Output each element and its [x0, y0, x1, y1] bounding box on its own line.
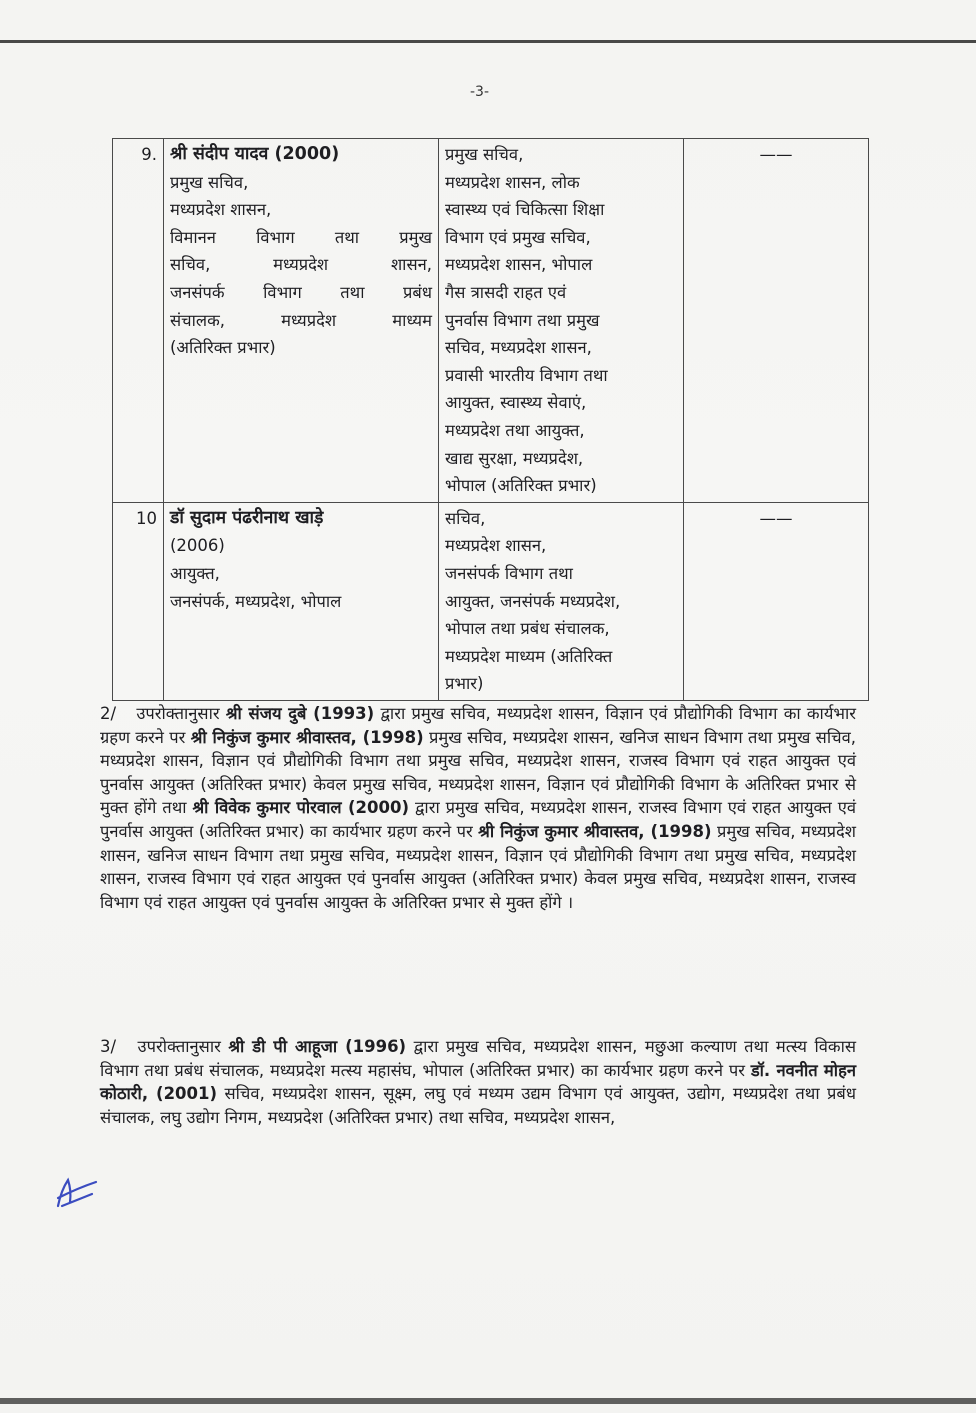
paragraph-text: उपरोक्तानुसार: [136, 704, 220, 723]
paragraph-text: द्वारा प्रमुख सचिव, मध्यप्रदेश शासन, मछुआ कल्याण तथा मत्स्य विकास विभाग तथा प्रबंध संचालक, मध्यप्रदेश मत्स्य महासंघ, भोपाल (अतिरिक्त प्रभार) का कार्यभार ग्रहण करने पर: [100, 1037, 856, 1080]
current-posting-line: प्रमुख सचिव,: [170, 172, 249, 192]
new-posting-line: मध्यप्रदेश तथा आयुक्त,: [445, 420, 585, 440]
paragraph-text: उपरोक्तानुसार: [137, 1037, 221, 1056]
table-row: [113, 502, 869, 700]
current-posting-line: जनसंपर्क, मध्यप्रदेश, भोपाल: [170, 591, 342, 611]
new-posting-line: गैस त्रासदी राहत एवं: [445, 282, 567, 302]
table-row: [113, 139, 869, 503]
new-posting-line: स्वास्थ्य एवं चिकित्सा शिक्षा: [445, 200, 605, 220]
current-posting-cell: [164, 502, 439, 700]
officer-name: श्री निकुंज कुमार श्रीवास्तव, (1998): [190, 727, 424, 747]
paragraph-3: [100, 1035, 856, 1129]
current-posting-line: आयुक्त,: [170, 563, 220, 583]
new-posting-line: सचिव, मध्यप्रदेश शासन,: [445, 338, 592, 358]
remark-cell: ——: [684, 502, 869, 700]
new-posting-line: पुनर्वास विभाग तथा प्रमुख: [445, 310, 600, 330]
new-posting-line: जनसंपर्क विभाग तथा: [445, 563, 573, 583]
current-posting-line: (अतिरिक्त प्रभार): [170, 338, 276, 358]
remark-cell: ——: [684, 139, 869, 503]
new-posting-line: भोपाल (अतिरिक्त प्रभार): [445, 476, 597, 496]
new-posting-line: प्रभार): [445, 674, 484, 694]
officer-batch-year: (2006): [170, 536, 225, 556]
new-posting-cell: [439, 139, 684, 503]
new-posting-line: आयुक्त, जनसंपर्क मध्यप्रदेश,: [445, 591, 621, 611]
new-posting-line: विभाग एवं प्रमुख सचिव,: [445, 227, 591, 247]
officer-posting-table: [112, 138, 869, 701]
new-posting-line: प्रमुख सचिव,: [445, 145, 524, 164]
officer-name: श्री निकुंज कुमार श्रीवास्तव, (1998): [478, 821, 712, 841]
serial-number: 10: [113, 502, 164, 700]
officer-name: श्री संदीप यादव (2000): [170, 144, 340, 164]
current-posting-line: मध्यप्रदेश शासन,: [170, 200, 272, 220]
paragraph-text: द्वारा प्रमुख सचिव, मध्यप्रदेश शासन, राजस्व विभाग एवं राहत आयुक्त एवं पुनर्वास आयुक्त (अतिरिक्त प्रभार) का कार्यभार ग्रहण करने पर: [100, 798, 857, 841]
paragraph-number: 2/: [100, 704, 117, 723]
current-posting-line: सचिव, मध्यप्रदेश शासन,: [170, 255, 432, 275]
officer-name: श्री डी पी आहूजा (1996): [228, 1037, 407, 1056]
current-posting-cell: [164, 139, 439, 503]
officer-name: श्री संजय दुबे (1993): [225, 704, 375, 723]
officer-name: श्री विवेक कुमार पोरवाल (2000): [192, 798, 409, 818]
paragraph-number: 3/: [100, 1037, 117, 1056]
handwritten-initials: [52, 1172, 100, 1212]
paragraph-text: द्वारा प्रमुख सचिव, मध्यप्रदेश शासन, विज्ञान एवं प्रौद्योगिकी विभाग का कार्यभार ग्रहण करने पर: [100, 704, 857, 747]
officer-name: डॉ सुदाम पंढरीनाथ खाड़े: [170, 507, 324, 528]
current-posting-line: विमानन विभाग तथा प्रमुख: [170, 227, 432, 247]
new-posting-line: मध्यप्रदेश शासन,: [445, 536, 547, 556]
officer-name: डॉ. नवनीत मोहन कोठारी, (2001): [100, 1060, 856, 1104]
bottom-edge-rule: [0, 1398, 976, 1404]
current-posting-line: जनसंपर्क विभाग तथा प्रबंध: [170, 282, 432, 302]
new-posting-line: आयुक्त, स्वास्थ्य सेवाएं,: [445, 393, 587, 413]
new-posting-line: खाद्य सुरक्षा, मध्यप्रदेश,: [445, 448, 584, 468]
current-posting-line: संचालक, मध्यप्रदेश माध्यम: [170, 310, 432, 330]
new-posting-line: सचिव,: [445, 508, 486, 528]
new-posting-line: भोपाल तथा प्रबंध संचालक,: [445, 619, 610, 639]
serial-number: 9.: [113, 139, 164, 503]
paragraph-text: प्रमुख सचिव, मध्यप्रदेश शासन, खनिज साधन विभाग तथा प्रमुख सचिव, मध्यप्रदेश शासन, विज्ञान एवं प्रौद्योगिकी विभाग तथा प्रमुख सचिव, मध्यप्रदेश शासन, राजस्व विभाग एवं राहत आयुक्त एवं पुनर्वास आयुक्त (अतिरिक्त प्रभार) केवल प्रमुख सचिव, मध्यप्रदेश शासन, राजस्व विभाग एवं राहत आयुक्त एवं पुनर्वास आयुक्त के अतिरिक्त प्रभार से मुक्त होंगे ।: [100, 821, 857, 912]
new-posting-line: मध्यप्रदेश शासन, लोक: [445, 172, 580, 192]
paragraph-2: [100, 702, 856, 914]
top-edge-rule: [0, 40, 976, 43]
page-number: -3-: [470, 84, 490, 100]
paragraph-text: प्रमुख सचिव, मध्यप्रदेश शासन, खनिज साधन विभाग तथा प्रमुख सचिव, मध्यप्रदेश शासन, विज्ञान एवं प्रौद्योगिकी विभाग तथा प्रमुख सचिव, मध्यप्रदेश शासन, राजस्व विभाग एवं राहत आयुक्त एवं पुनर्वास आयुक्त (अतिरिक्त प्रभार) केवल प्रमुख सचिव, मध्यप्रदेश शासन, विज्ञान एवं प्रौद्योगिकी विभाग के अतिरिक्त प्रभार से मुक्त होंगे तथा: [100, 727, 857, 818]
new-posting-line: प्रवासी भारतीय विभाग तथा: [445, 365, 608, 385]
new-posting-cell: [439, 502, 684, 700]
new-posting-line: मध्यप्रदेश शासन, भोपाल: [445, 255, 593, 275]
new-posting-line: मध्यप्रदेश माध्यम (अतिरिक्त: [445, 646, 613, 666]
paragraph-text: सचिव, मध्यप्रदेश शासन, सूक्ष्म, लघु एवं मध्यम उद्यम विभाग एवं आयुक्त, उद्योग, मध्यप्रदेश तथा प्रबंध संचालक, लघु उद्योग निगम, मध्यप्रदेश (अतिरिक्त प्रभार) तथा सचिव, मध्यप्रदेश शासन,: [100, 1084, 856, 1127]
